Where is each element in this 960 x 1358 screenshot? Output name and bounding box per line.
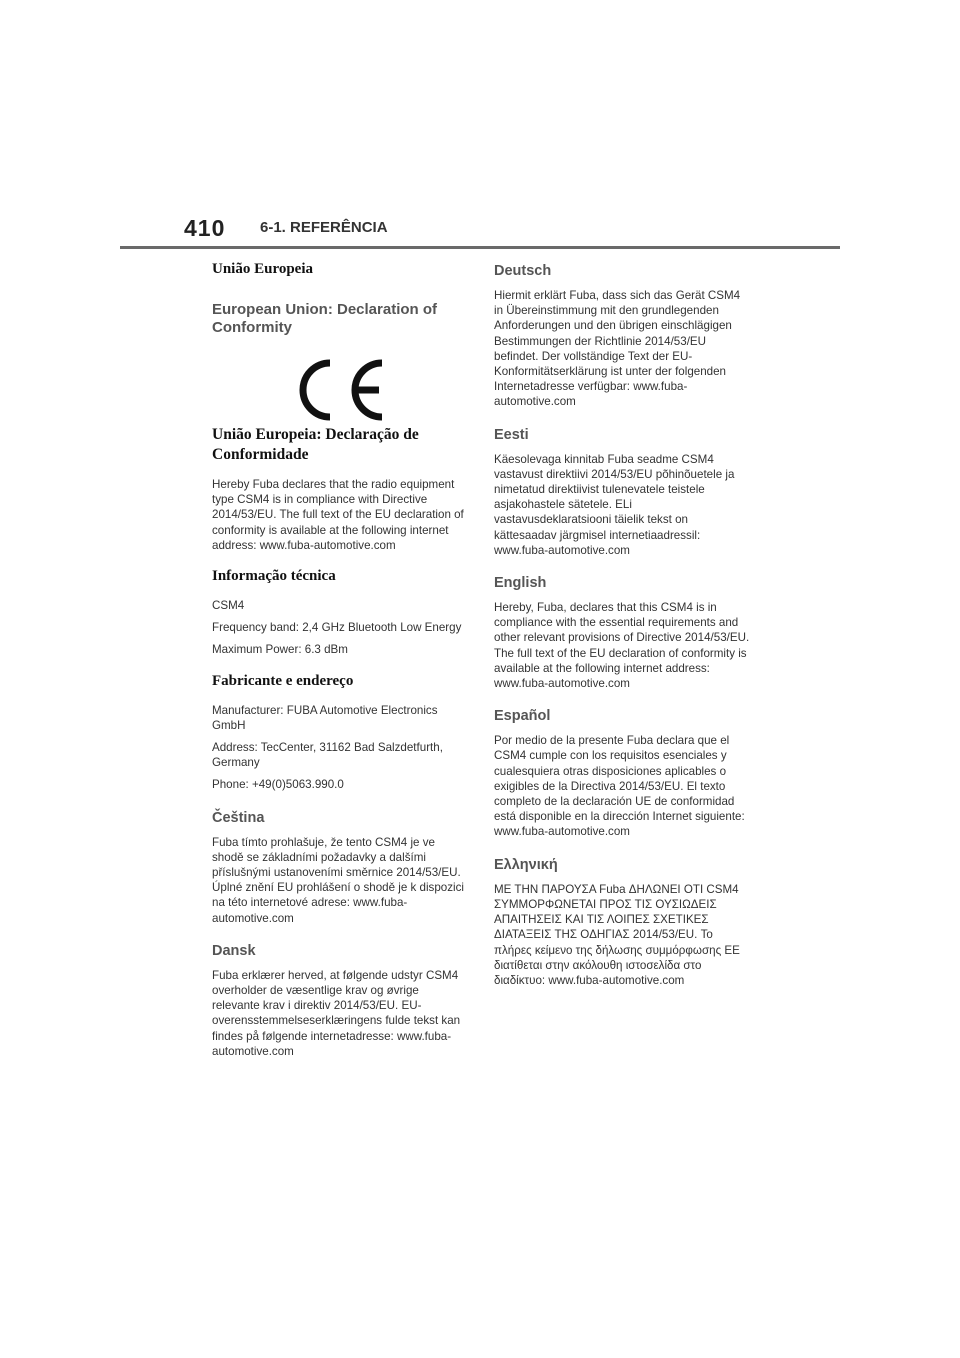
manufacturer-line: Manufacturer: FUBA Automotive Electronics GmbH <box>212 703 438 732</box>
english-text: Hereby, Fuba, declares that this CSM4 is in compliance with the essential requirements and other relevant provisions of Directive 2014/53/EU. The full text of the EU declaration of conformity is available at the following internet address: www.fuba-automotive.com <box>494 601 750 691</box>
manufacturer-line: Address: TecCenter, 31162 Bad Salzdetfurth, Germany <box>212 741 443 770</box>
estonian-heading: Eesti <box>494 426 529 443</box>
greek-text: ΜΕ ΤΗΝ ΠΑΡΟΥΣΑ Fuba ΔΗΛΩΝΕΙ ΟΤΙ CSM4 ΣΥΜΜΟΡΦΩΝΕΤΑΙ ΠΡΟΣ ΤΙΣ ΟΥΣΙΩΔΕΙΣ ΑΠΑΙΤΗΣΕΙΣ ΚΑΙ ΤΙΣ ΛΟΙΠΕΣ ΣΧΕΤΙΚΕΣ ΔΙΑΤΑΞΕΙΣ ΤΗΣ ΟΔΗΓΙΑΣ 2014/53/EU. Το πλήρες κείμενο της δήλωσης συμμόρφωσης ΕΕ διατίθεται στην ακόλουθη ιστοσελίδα στο διαδίκτυο: www.fuba-automotive.com <box>494 882 740 987</box>
tech-info-heading: Informação técnica <box>212 568 336 585</box>
header-divider <box>120 246 840 249</box>
page-number: 410 <box>184 215 226 241</box>
greek-heading: Ελληνική <box>494 856 558 873</box>
spanish-heading: Español <box>494 708 551 725</box>
right-column <box>494 258 750 995</box>
tech-line: Frequency band: 2,4 GHz Bluetooth Low Energy <box>212 621 462 635</box>
spanish-text: Por medio de la presente Fuba declara que el CSM4 cumple con los requisitos esenciales y cualesquiera otras disposiciones aplicables o exigibles de la Directiva 2014/53/EU. El texto completo de la declaración UE de conformidad está disponible en la dirección Internet siguiente: www.fuba-automotive.com <box>494 734 745 839</box>
manufacturer-heading: Fabricante e endereço <box>212 672 354 689</box>
ce-mark-icon <box>290 355 390 425</box>
eu-declaration-subtitle: União Europeia: Declaração de Conformidade <box>212 426 419 463</box>
danish-heading: Dansk <box>212 942 256 959</box>
tech-line: CSM4 <box>212 599 245 613</box>
danish-text: Fuba erklærer herved, at følgende udstyr CSM4 overholder de væsentlige krav og øvrige relevante krav i direktiv 2014/53/EU. EU-overensstemmelseserklæringens fulde tekst kan findes på følgende internetadresse: www.fuba-automotive.com <box>212 968 461 1058</box>
estonian-text: Käesolevaga kinnitab Fuba seadme CSM4 vastavust direktiivi 2014/53/EU põhinõuetele ja nimetatud direktiivist tulenevatele teistele asjakohastele sätetele. ELi vastavusdeklaratsiooni täielik tekst on kättesaadav järgmisel internetiaadressil: www.fuba-automotive.com <box>494 452 735 557</box>
czech-heading: Čeština <box>212 809 265 826</box>
czech-text: Fuba tímto prohlašuje, že tento CSM4 je ve shodě se základními požadavky a dalšími příslušnými ustanoveními směrnice 2014/53/EU. Úplné znění EU prohlášení o shodě je k dispozici na této internetové adrese: www.fuba-automotive.com <box>212 835 464 925</box>
page-header <box>0 215 960 255</box>
tech-line: Maximum Power: 6.3 dBm <box>212 643 348 657</box>
english-heading: English <box>494 575 547 592</box>
eu-heading: União Europeia <box>212 261 313 277</box>
german-text: Hiermit erklärt Fuba, dass sich das Gerät CSM4 in Übereinstimmung mit den grundlegenden Anforderungen und den übrigen einschlägigen Bestimmungen der Richtlinie 2014/53/EU befindet. Der vollständige Text der EU-Konformitätserklärung ist unter der folgenden Internetadresse verfügbar: www.fuba-automotive.com <box>494 289 741 409</box>
section-title: 6-1. REFERÊNCIA <box>260 219 388 236</box>
eu-declaration-text: Hereby Fuba declares that the radio equipment type CSM4 is in compliance with Directive 2014/53/EU. The full text of the EU declaration of conformity is available at the following internet address: www.fuba-automotive.com <box>212 478 464 552</box>
left-column <box>212 258 468 1066</box>
german-heading: Deutsch <box>494 263 552 279</box>
eu-declaration-title: European Union: Declaration of Conformity <box>212 301 438 336</box>
manufacturer-line: Phone: +49(0)5063.990.0 <box>212 778 344 792</box>
